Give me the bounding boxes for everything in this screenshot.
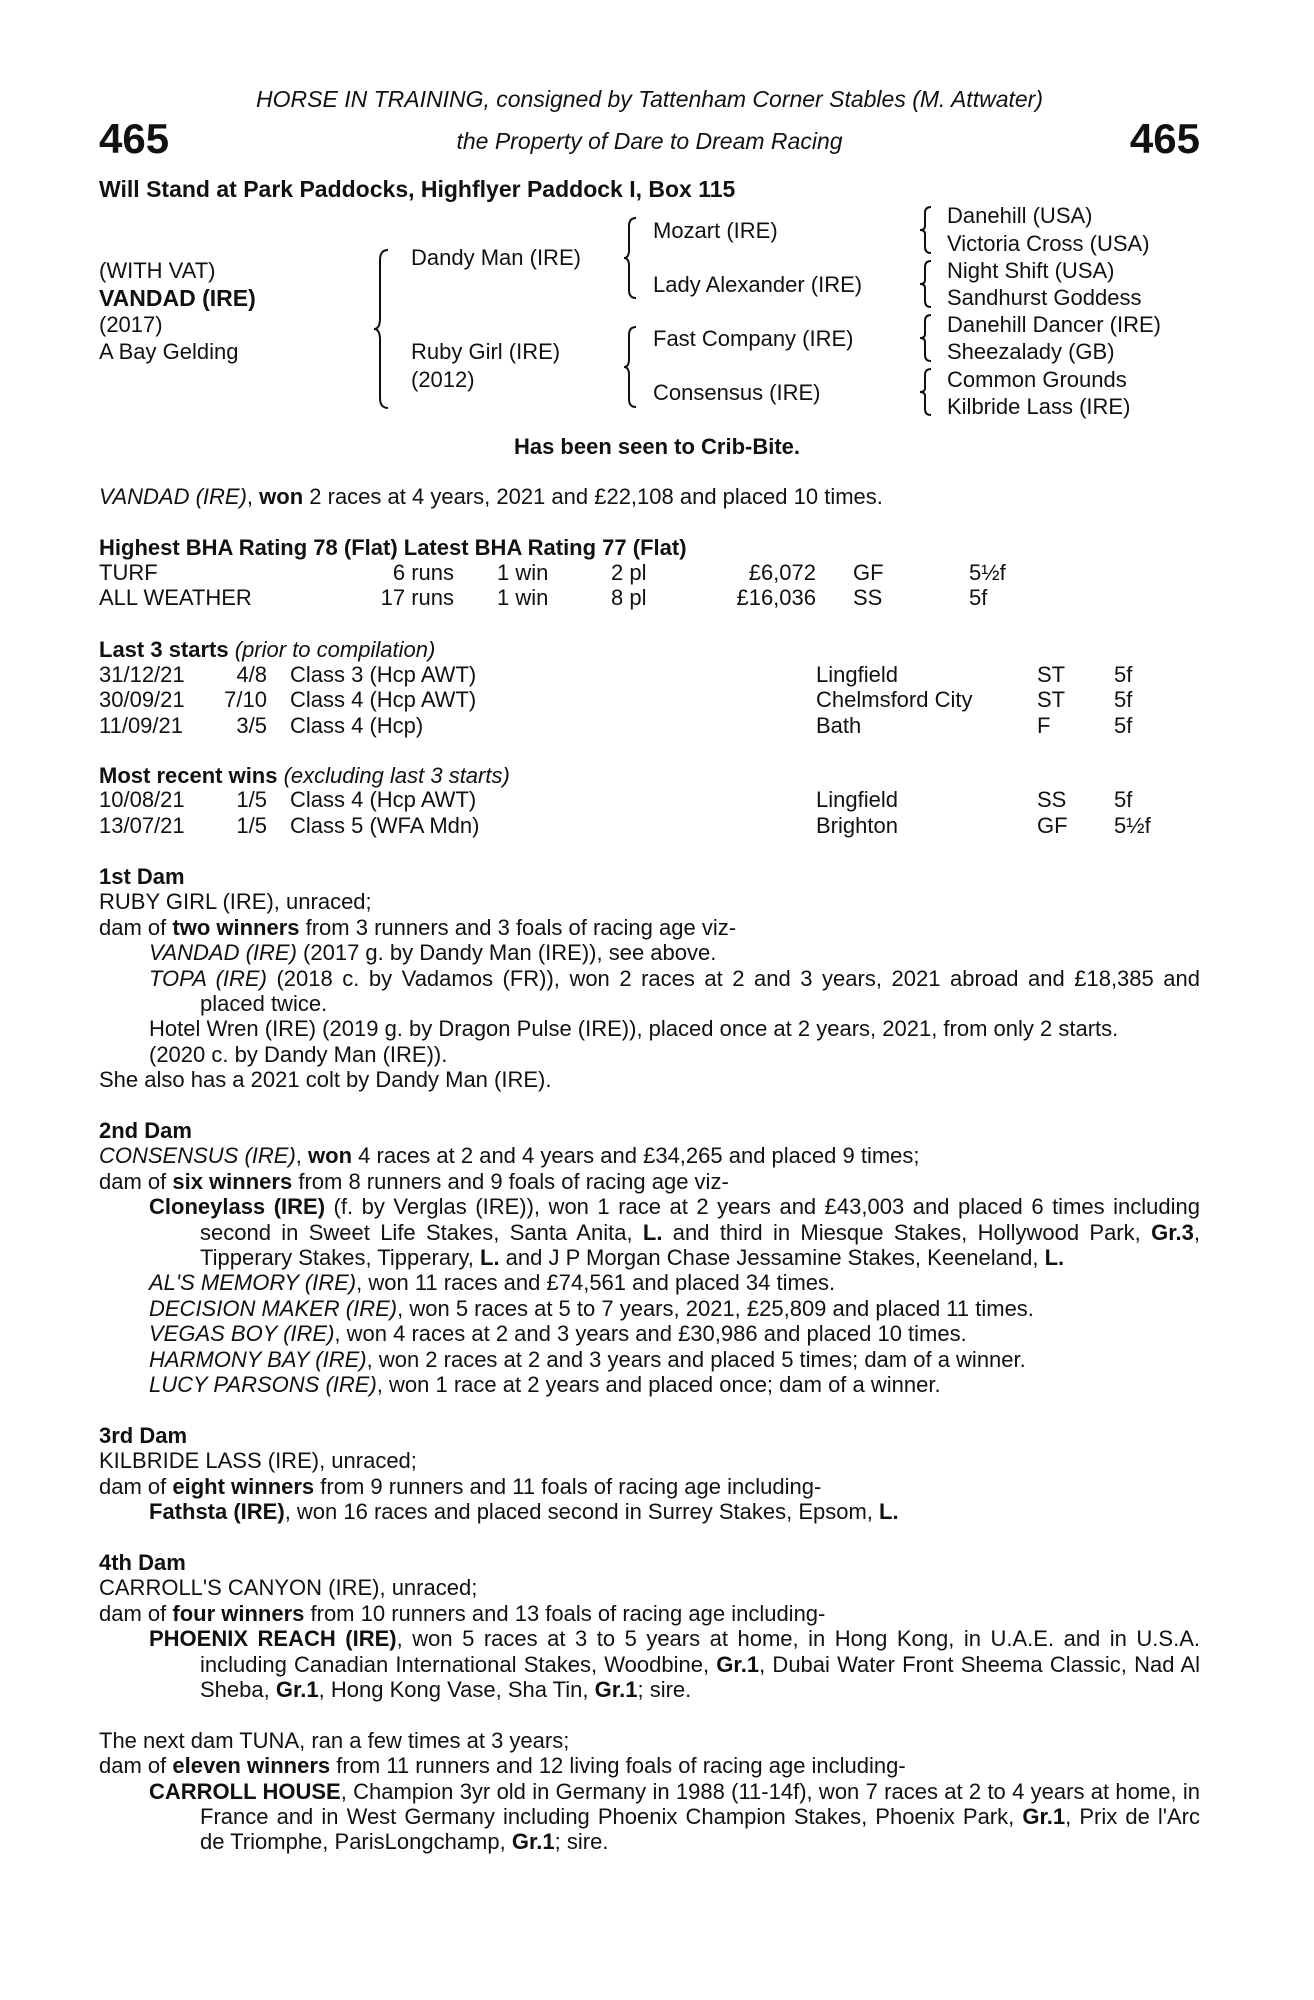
dam-line [99,1448,1200,1473]
prize: £16,036 [736,585,816,610]
runs: 17 runs [380,585,454,610]
produce-entry [99,1270,1200,1295]
text-segment: DECISION MAKER (IRE) [149,1295,398,1321]
text-segment: VEGAS BOY (IRE) [149,1321,335,1347]
brace-icon [918,313,934,363]
text-segment: , won 5 races at 3 to 5 years at home, in Hong Kong, in U.A.E. and in U.S.A. including Canadian International Stakes, Woodbine, [200,1626,1200,1677]
brace-icon [918,205,934,255]
race-row [0,713,1314,739]
vat-note: (WITH VAT) [99,258,216,283]
race-date: 13/07/21 [99,813,185,838]
text-segment: Gr.1 [594,1676,638,1702]
text-segment: , [295,1143,309,1169]
text-segment: dam of [99,914,173,940]
summary-name: VANDAD (IRE) [99,484,247,509]
text-segment: , won 1 race at 2 years and placed once; dam of a winner. [376,1372,941,1398]
race-date: 30/09/21 [99,687,185,712]
recent-wins-heading [99,763,510,789]
summary-won: won [259,484,304,509]
text-segment: six winners [172,1168,293,1194]
text-segment: , won 11 races and £74,561 and placed 34 times. [356,1270,836,1296]
going: GF [853,560,884,585]
consignment-line: HORSE IN TRAINING, consigned by Tattenham Corner Stables (M. Attwater) [256,86,1043,112]
produce-entry [99,1626,1200,1702]
text-segment: AL'S MEMORY (IRE) [149,1270,357,1296]
summary-rest: 2 races at 4 years, 2021 and £22,108 and placed 10 times. [303,484,883,509]
dam-year: (2012) [411,367,475,392]
text-segment: L. [642,1219,663,1245]
dam-line [99,1067,1200,1092]
produce-notes [99,864,1200,1880]
sire: Dandy Man (IRE) [411,245,581,270]
text-segment: L. [879,1499,899,1525]
race-distance: 5f [1114,662,1133,687]
dam-section [99,864,1200,1093]
race-course: Brighton [816,813,898,838]
text-segment: HARMONY BAY (IRE) [149,1346,367,1372]
race-distance: 5½f [1114,813,1151,838]
dam-sire: Fast Company (IRE) [653,326,854,351]
race-course: Chelmsford City [816,687,973,712]
brace-icon [918,259,934,309]
wins: 1 win [497,585,549,610]
gen3-ancestor: Victoria Cross (USA) [947,231,1150,256]
text-segment: dam of [99,1473,173,1499]
sire-sire: Mozart (IRE) [653,218,778,243]
dam-dam: Consensus (IRE) [653,380,821,405]
text-segment: (2017 g. by Dandy Man (IRE)), see above. [296,940,717,966]
race-going: F [1037,713,1051,738]
brace-icon [622,325,640,409]
section-heading: 2nd Dam [99,1118,192,1144]
gen3-ancestor: Sandhurst Goddess [947,285,1142,310]
stand-location: Will Stand at Park Paddocks, Highflyer Paddock I, Box 115 [99,176,736,202]
text-segment: TOPA (IRE) [149,965,267,991]
text-segment: , Tipperary Stakes, Tipperary, [200,1219,1201,1271]
text-segment: and J P Morgan Chase Jessamine Stakes, Keeneland, [499,1245,1045,1271]
text-segment: ; sire. [637,1676,692,1702]
race-going: SS [1037,787,1067,812]
horse-description: A Bay Gelding [99,339,239,364]
gen3-ancestor: Night Shift (USA) [947,258,1115,283]
sire-dam: Lady Alexander (IRE) [653,272,863,297]
race-position: 1/5 [236,787,267,812]
text-segment: from 11 runners and 12 living foals of racing age including- [330,1753,906,1779]
race-row [0,687,1314,713]
text-segment: , won 2 races at 2 and 3 years and placed 5 times; dam of a winner. [366,1346,1026,1372]
last-starts-heading [99,637,435,663]
produce-entry [99,1194,1200,1270]
produce-entry [99,1347,1200,1372]
text-segment: CARROLL'S CANYON (IRE), unraced; [99,1575,478,1601]
text-segment: RUBY GIRL (IRE), unraced; [99,889,372,915]
text-segment: She also has a 2021 colt by Dandy Man (IRE). [99,1067,552,1093]
race-position: 3/5 [236,713,267,738]
gen3-ancestor: Sheezalady (GB) [947,339,1115,364]
text-segment: , Champion 3yr old in Germany in 1988 (11-14f), won 7 races at 2 to 4 years at home, in France and in West Germany including Phoenix Champion Stakes, Phoenix Park, [200,1778,1200,1829]
dam-section [99,1118,1200,1397]
lot-number-right: 465 [1129,115,1200,162]
text-segment: CONSENSUS (IRE) [99,1143,296,1169]
horse-name: VANDAD (IRE) [99,285,256,311]
ratings-row [0,585,1314,611]
text-segment: L. [480,1245,500,1271]
race-position: 1/5 [236,813,267,838]
dam-line [99,1474,1200,1499]
dam-line [99,1728,1200,1753]
text-segment: two winners [172,914,300,940]
race-distance: 5f [1114,687,1133,712]
property-line: the Property of Dare to Dream Racing [456,128,843,154]
text-segment: Fathsta (IRE) [149,1499,285,1525]
recent-wins-title: Most recent wins [99,763,278,788]
dam-line [99,889,1200,914]
recent-wins-subtitle: (excluding last 3 starts) [283,763,510,788]
section-heading: 4th Dam [99,1549,186,1575]
dam-section [99,1728,1200,1855]
race-distance: 5f [1114,713,1133,738]
text-segment: 4 races at 2 and 4 years and £34,265 and placed 9 times; [352,1143,920,1169]
brace-icon [372,248,392,410]
dam-line [99,1753,1200,1778]
surface: TURF [99,560,158,585]
section-heading: 3rd Dam [99,1422,188,1448]
text-segment: , won 16 races and placed second in Surrey Stakes, Epsom, [284,1499,880,1525]
produce-entry [99,966,1200,1017]
text-segment: from 8 runners and 9 foals of racing age viz- [292,1168,729,1194]
brace-icon [622,216,640,300]
produce-entry [99,1042,1200,1067]
text-segment: Gr.1 [1022,1803,1066,1829]
text-segment: from 3 runners and 3 foals of racing age viz- [299,914,737,940]
summary-separator: , [246,484,260,509]
text-segment: LUCY PARSONS (IRE) [149,1372,377,1398]
text-segment: Cloneylass (IRE) [149,1194,326,1220]
dam-line [99,915,1200,940]
text-segment: eleven winners [172,1753,331,1779]
text-segment: four winners [172,1600,305,1626]
text-segment: Gr.1 [275,1676,319,1702]
distance: 5f [969,585,988,610]
dam-line [99,1575,1200,1600]
ratings-heading: Highest BHA Rating 78 (Flat) Latest BHA Rating 77 (Flat) [99,535,687,560]
placed: 2 pl [611,560,647,585]
produce-entry [99,1779,1200,1855]
produce-entry [99,1372,1200,1397]
runs: 6 runs [392,560,454,585]
race-distance: 5f [1114,787,1133,812]
surface: ALL WEATHER [99,585,252,610]
dam-section [99,1423,1200,1525]
race-date: 11/09/21 [99,713,184,738]
dam-line [99,1169,1200,1194]
text-segment: dam of [99,1753,173,1779]
gen3-ancestor: Danehill Dancer (IRE) [947,312,1161,337]
race-position: 4/8 [236,662,267,687]
race-class: Class 3 (Hcp AWT) [290,662,477,687]
race-course: Lingfield [816,662,898,687]
text-segment: L. [1044,1245,1065,1271]
gen3-ancestor: Danehill (USA) [947,203,1093,228]
text-segment: Gr.1 [511,1829,555,1855]
text-segment: and third in Miesque Stakes, Hollywood Park, [662,1219,1152,1245]
dam-line [99,1601,1200,1626]
text-segment: dam of [99,1600,173,1626]
text-segment: , Dubai Water Front Sheema Classic, Nad Al Sheba, [200,1651,1200,1702]
text-segment: (2018 c. by Vadamos (FR)), won 2 races at 2 and 3 years, 2021 abroad and £18,385 and placed twice. [200,965,1200,1017]
text-segment: Gr.1 [716,1651,760,1677]
text-segment: The next dam TUNA, ran a few times at 3 years; [99,1727,570,1753]
produce-entry [99,1321,1200,1346]
race-class: Class 4 (Hcp) [290,713,424,738]
race-summary [99,484,883,510]
horse-year: (2017) [99,312,163,337]
race-row [0,787,1314,813]
ratings-row [0,560,1314,586]
text-segment: from 9 runners and 11 foals of racing age including- [314,1473,822,1499]
produce-entry [99,1499,1200,1524]
produce-entry [99,1016,1200,1041]
text-segment: from 10 runners and 13 foals of racing age including- [304,1600,826,1626]
text-segment: , won 5 races at 5 to 7 years, 2021, £25,809 and placed 11 times. [397,1295,1034,1321]
wins: 1 win [497,560,549,585]
text-segment: ; sire. [554,1829,609,1855]
text-segment: , won 4 races at 2 and 3 years and £30,986 and placed 10 times. [334,1321,967,1347]
going: SS [853,585,883,610]
text-segment: (f. by Verglas (IRE)), won 1 race at 2 years and £43,003 and placed 6 times including second in Sweet Life Stakes, Santa Anita, [200,1194,1200,1245]
text-segment: CARROLL HOUSE [149,1778,341,1804]
text-segment: dam of [99,1168,173,1194]
race-class: Class 4 (Hcp AWT) [290,687,477,712]
last-starts-title: Last 3 starts [99,637,229,662]
dam-line [99,1143,1200,1168]
placed: 8 pl [611,585,647,610]
dam: Ruby Girl (IRE) [411,339,561,364]
text-segment: Gr.3 [1151,1219,1194,1245]
race-date: 31/12/21 [99,662,185,687]
text-segment: , Prix de l'Arc de Triomphe, ParisLongchamp, [200,1803,1200,1855]
text-segment: eight winners [172,1473,315,1499]
race-going: ST [1037,687,1066,712]
text-segment: VANDAD (IRE) [149,940,297,966]
race-going: GF [1037,813,1068,838]
produce-entry [99,940,1200,965]
dam-section [99,1550,1200,1702]
prize: £6,072 [748,560,816,585]
race-position: 7/10 [224,687,267,712]
race-going: ST [1037,662,1066,687]
race-class: Class 5 (WFA Mdn) [290,813,480,838]
text-segment: PHOENIX REACH (IRE) [149,1626,397,1652]
gen3-ancestor: Kilbride Lass (IRE) [947,394,1131,419]
text-segment: (2020 c. by Dandy Man (IRE)). [149,1041,448,1067]
race-course: Lingfield [816,787,898,812]
lot-number-left: 465 [99,115,170,162]
text-segment: Hotel Wren (IRE) (2019 g. by Dragon Pulse (IRE)), placed once at 2 years, 2021, from only 2 starts. [149,1016,1119,1042]
produce-entry [99,1296,1200,1321]
gen3-ancestor: Common Grounds [947,367,1127,392]
race-row [0,813,1314,839]
section-heading: 1st Dam [99,864,185,889]
distance: 5½f [969,560,1006,585]
brace-icon [918,367,934,417]
race-class: Class 4 (Hcp AWT) [290,787,477,812]
last-starts-subtitle: (prior to compilation) [234,637,436,662]
race-date: 10/08/21 [99,787,185,812]
text-segment: KILBRIDE LASS (IRE), unraced; [99,1448,417,1474]
race-course: Bath [816,713,862,738]
race-row [0,662,1314,688]
vice-note: Has been seen to Crib-Bite. [513,434,801,459]
text-segment: won [308,1143,353,1169]
text-segment: , Hong Kong Vase, Sha Tin, [318,1676,595,1702]
